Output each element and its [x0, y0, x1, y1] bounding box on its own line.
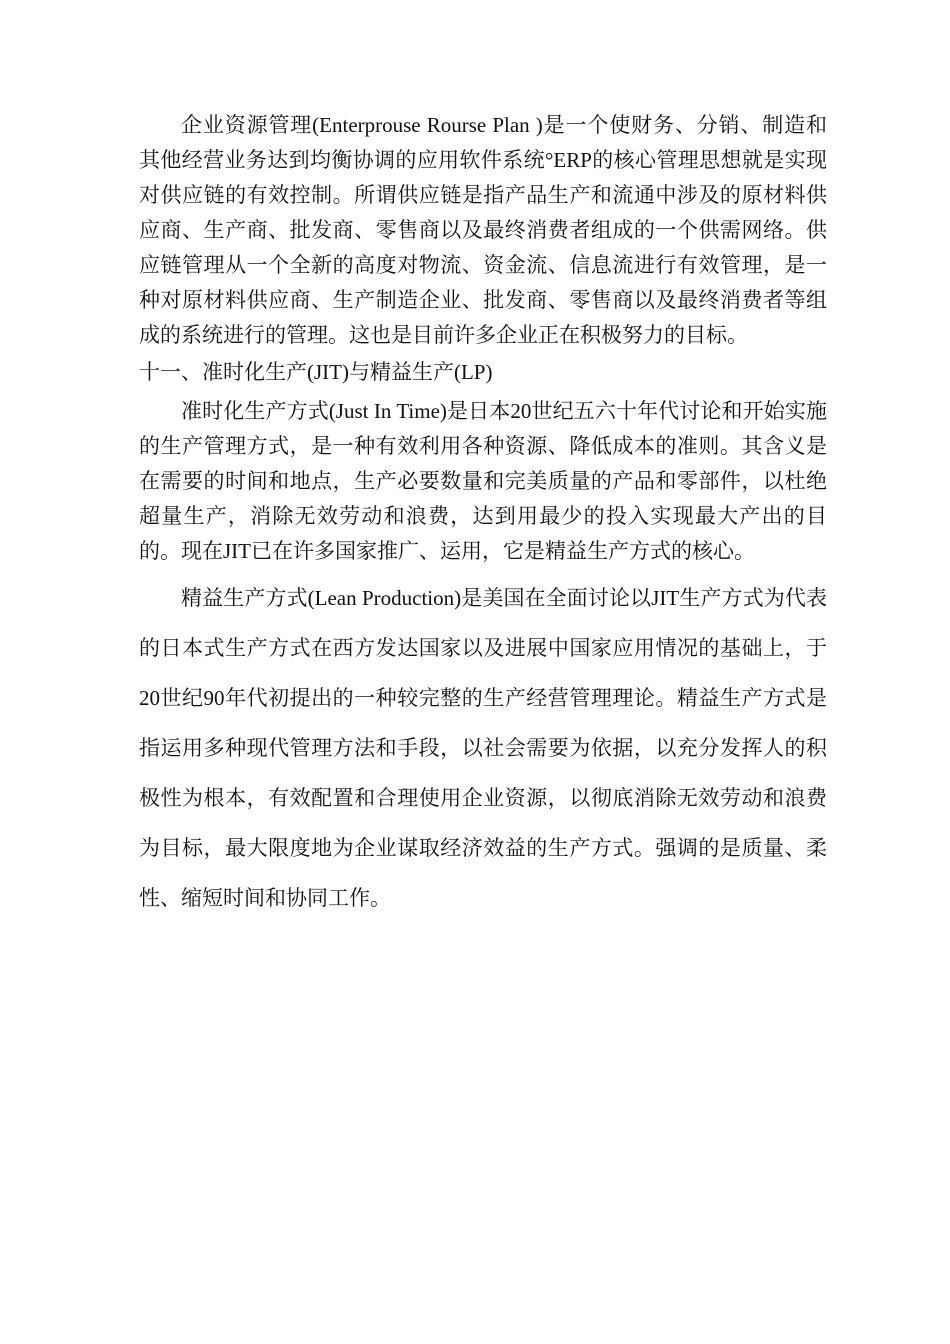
- paragraph-lean-production: 精益生产方式(Lean Production)是美国在全面讨论以JIT生产方式为代表的日本式生产方式在西方发达国家以及进展中国家应用情况的基础上，于20世纪90年代初提出的一种较完整的生产经营管理理论。精益生产方式是指运用多种现代管理方法和手段，以社会需要为依据，以充分发挥人的积极性为根本，有效配置和合理使用企业资源，以彻底消除无效劳动和浪费为目标，最大限度地为企业谋取经济效益的生产方式。强调的是质量、柔性、缩短时间和协同工作。: [139, 586, 827, 910]
- paragraph-jit: 准时化生产方式(Just In Time)是日本20世纪五六十年代讨论和开始实施的生产管理方式，是一种有效利用各种资源、降低成本的准则。其含义是在需要的时间和地点，生产必要数量和完美质量的产品和零部件，以杜绝超量生产，消除无效劳动和浪费，达到用最少的投入实现最大产出的目的。现在JIT已在许多国家推广、运用，它是精益生产方式的核心。: [139, 399, 827, 563]
- section-heading: 十一、准时化生产(JIT)与精益生产(LP): [139, 360, 493, 384]
- paragraph-erp: 企业资源管理(Enterprouse Rourse Plan )是一个使财务、分销、制造和其他经营业务达到均衡协调的应用软件系统°ERP的核心管理思想就是实现对供应链的有效控制。所谓供应链是指产品生产和流通中涉及的原材料供应商、生产商、批发商、零售商以及最终消费者组成的一个供需网络。供应链管理从一个全新的高度对物流、资金流、信息流进行有效管理，是一种对原材料供应商、生产制造企业、批发商、零售商以及最终消费者等组成的系统进行的管理。这也是目前许多企业正在积极努力的目标。: [139, 113, 827, 347]
- document-body: [139, 108, 827, 923]
